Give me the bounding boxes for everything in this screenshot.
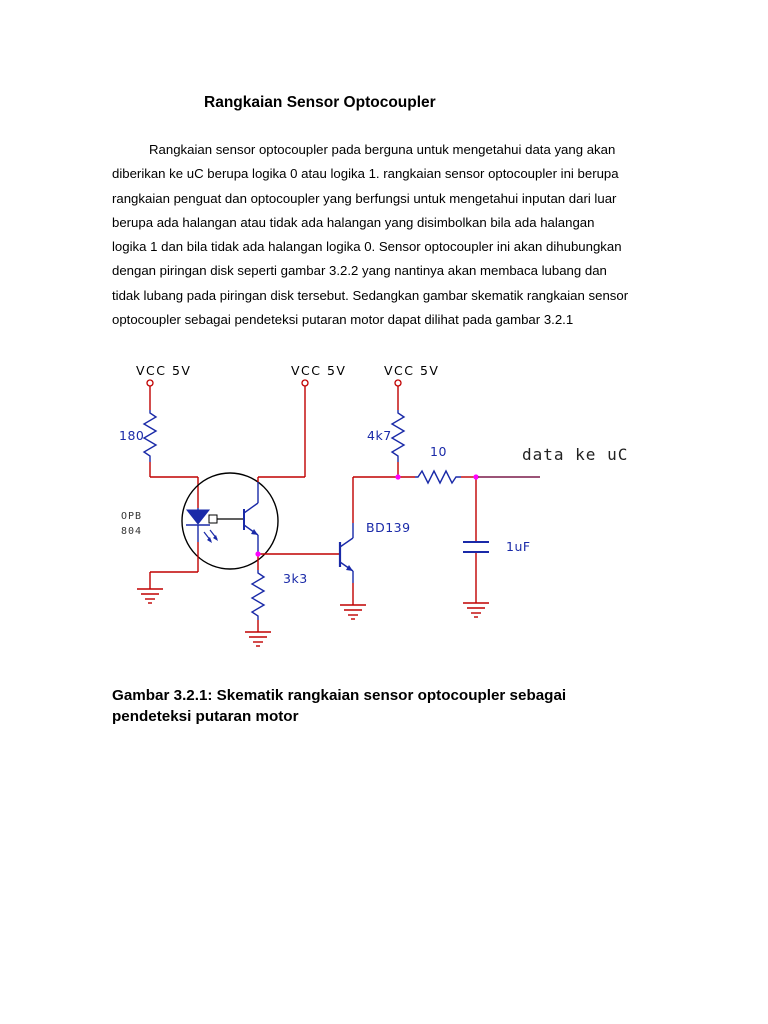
resistor-emitter-label: 3k3 <box>283 571 308 586</box>
junction-dot <box>473 474 478 479</box>
body-paragraph <box>112 138 672 332</box>
optocoupler-schematic <box>0 350 768 660</box>
page-title: Rangkaian Sensor Optocoupler <box>204 94 436 111</box>
wire <box>353 477 398 605</box>
ground-icon <box>340 605 366 619</box>
vcc-terminal-3 <box>395 380 401 386</box>
vcc-label-1: VCC 5V <box>136 363 192 378</box>
vcc-label-3: VCC 5V <box>384 363 440 378</box>
transistor-icon <box>340 523 353 583</box>
resistor-series <box>415 471 461 483</box>
vcc-terminal-2 <box>302 380 308 386</box>
wire <box>150 386 198 508</box>
wire <box>258 386 340 632</box>
opto-part-label: OPB <box>121 511 143 522</box>
caption-line: pendeteksi putaran motor <box>112 708 299 725</box>
paragraph-line: Rangkaian sensor optocoupler pada berguna untuk mengetahui data yang akan <box>149 142 616 157</box>
paragraph-line: optocoupler sebagai pendeteksi putaran motor dapat dilihat pada gambar 3.2.1 <box>112 312 574 328</box>
vcc-terminal-1 <box>147 380 153 386</box>
paragraph-line: dengan piringan disk seperti gambar 3.2.2 yang nantinya akan membaca lubang dan <box>112 263 607 279</box>
resistor-emitter <box>252 570 264 620</box>
figure-caption <box>112 685 672 727</box>
resistor-pullup-label: 4k7 <box>367 428 392 443</box>
junction-dot <box>255 551 260 556</box>
paragraph-line: rangkaian penguat dan optocoupler yang berfungsi untuk mengetahui inputan dari luar <box>112 190 617 206</box>
capacitor-icon <box>463 542 489 552</box>
resistor-pullup <box>392 410 404 462</box>
junction-dot <box>395 474 400 479</box>
resistor-series-label: 10 <box>430 444 447 459</box>
ground-icon <box>245 632 271 646</box>
paragraph-line: diberikan ke uC berupa logika 0 atau logika 1. rangkaian sensor optocoupler ini berupa <box>112 166 619 182</box>
led-icon <box>186 508 218 543</box>
vcc-label-2: VCC 5V <box>291 363 347 378</box>
wire <box>398 386 476 603</box>
resistor-led-label: 180 <box>119 428 145 443</box>
phototransistor-icon <box>209 482 258 554</box>
output-label: data ke uC <box>522 445 629 464</box>
caption-line: Gambar 3.2.1: Skematik rangkaian sensor optocoupler sebagai <box>112 687 567 704</box>
paragraph-line: tidak lubang pada piringan disk tersebut. Sedangkan gambar skematik rangkaian sensor <box>112 287 629 303</box>
capacitor-label: 1uF <box>506 539 531 554</box>
ground-icon <box>463 603 489 617</box>
paragraph-line: berupa ada halangan atau tidak ada halangan yang disimbolkan bila ada halangan <box>112 214 595 230</box>
transistor-label: BD139 <box>366 520 411 535</box>
opto-part-label: 804 <box>121 526 143 537</box>
ground-icon <box>137 589 163 603</box>
paragraph-line: logika 1 dan bila tidak ada halangan logika 0. Sensor optocoupler ini akan dihubungkan <box>112 239 622 255</box>
resistor-led <box>144 410 156 462</box>
